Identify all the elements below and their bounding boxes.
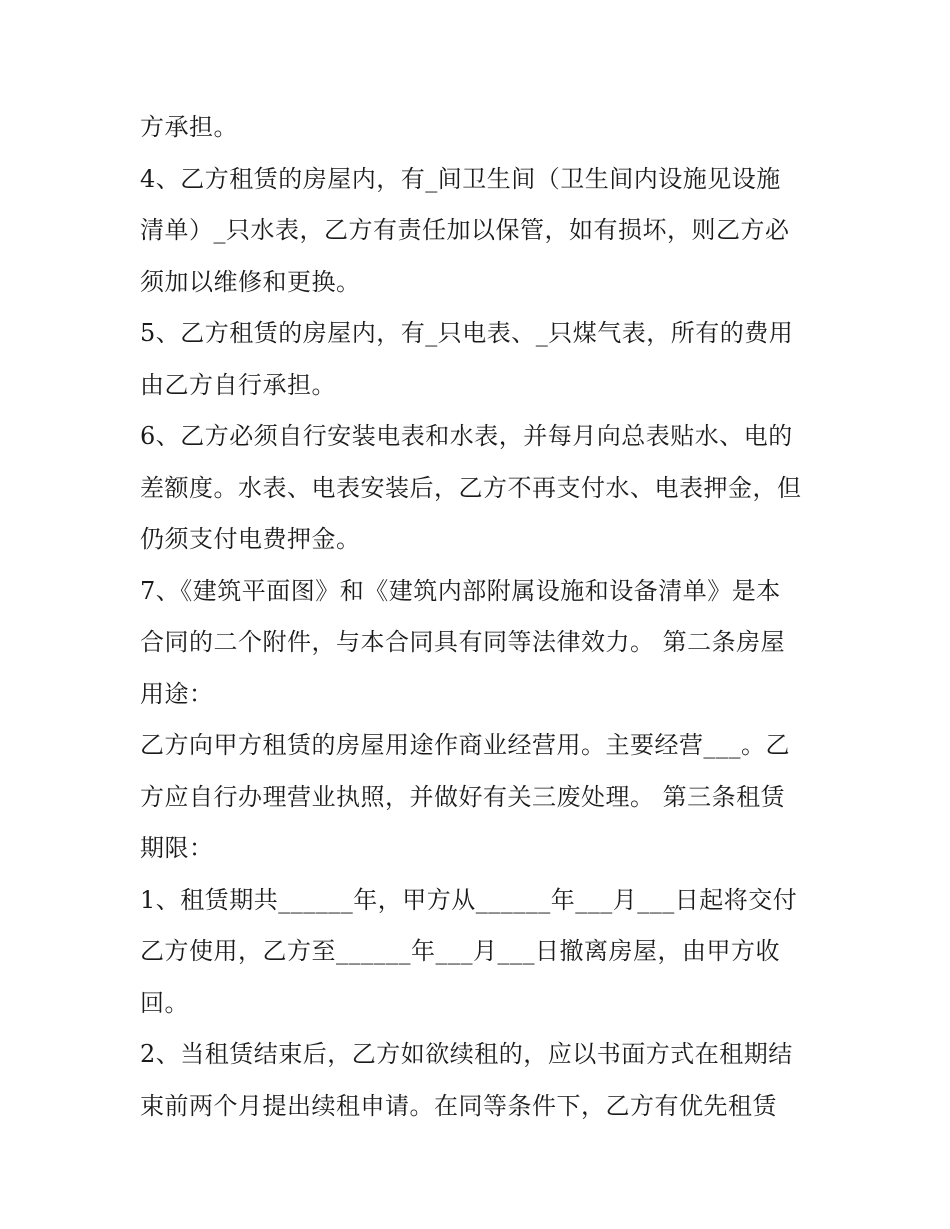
text-line: 乙方使用，乙方至______年___月___日撤离房屋，由甲方收 xyxy=(140,937,780,965)
text-line: 须加以维修和更换。 xyxy=(140,267,361,296)
text-line: 方承担。 xyxy=(140,113,238,141)
text-line: 期限： xyxy=(140,834,214,862)
text-line: 清单）_只水表，乙方有责任加以保管，如有损坏，则乙方必 xyxy=(140,216,790,244)
text-line: 方应自行办理营业执照，并做好有关三废处理。 第三条租赁 xyxy=(140,782,786,811)
text-line: 1、租赁期共______年，甲方从______年___月___日起将交付 xyxy=(140,885,798,914)
text-line: 差额度。水表、电表安装后，乙方不再支付水、电表押金，但 xyxy=(140,473,802,502)
text-line: 回。 xyxy=(140,988,189,1017)
text-line: 仍须支付电费押金。 xyxy=(140,525,361,553)
text-line: 2、当租赁结束后，乙方如欲续租的，应以书面方式在租期结 xyxy=(140,1040,793,1068)
text-line: 束前两个月提出续租申请。在同等条件下，乙方有优先租赁 xyxy=(140,1091,777,1120)
text-line: 由乙方自行承担。 xyxy=(140,370,336,399)
text-line: 5、乙方租赁的房屋内，有_只电表、_只煤气表，所有的费用 xyxy=(140,319,794,347)
document-page xyxy=(140,102,820,1132)
text-line: 用途： xyxy=(140,679,214,708)
text-line: 6、乙方必须自行安装电表和水表，并每月向总表贴水、电的 xyxy=(140,422,793,450)
text-line: 合同的二个附件，与本合同具有同等法律效力。 第二条房屋 xyxy=(140,628,786,656)
text-line: 7、《建筑平面图》和《建筑内部附属设施和设备清单》是本 xyxy=(140,576,781,605)
text-line: 乙方向甲方租赁的房屋用途作商业经营用。主要经营___。乙 xyxy=(140,731,790,759)
text-line: 4、乙方租赁的房屋内，有_间卫生间（卫生间内设施见设施 xyxy=(140,164,781,193)
